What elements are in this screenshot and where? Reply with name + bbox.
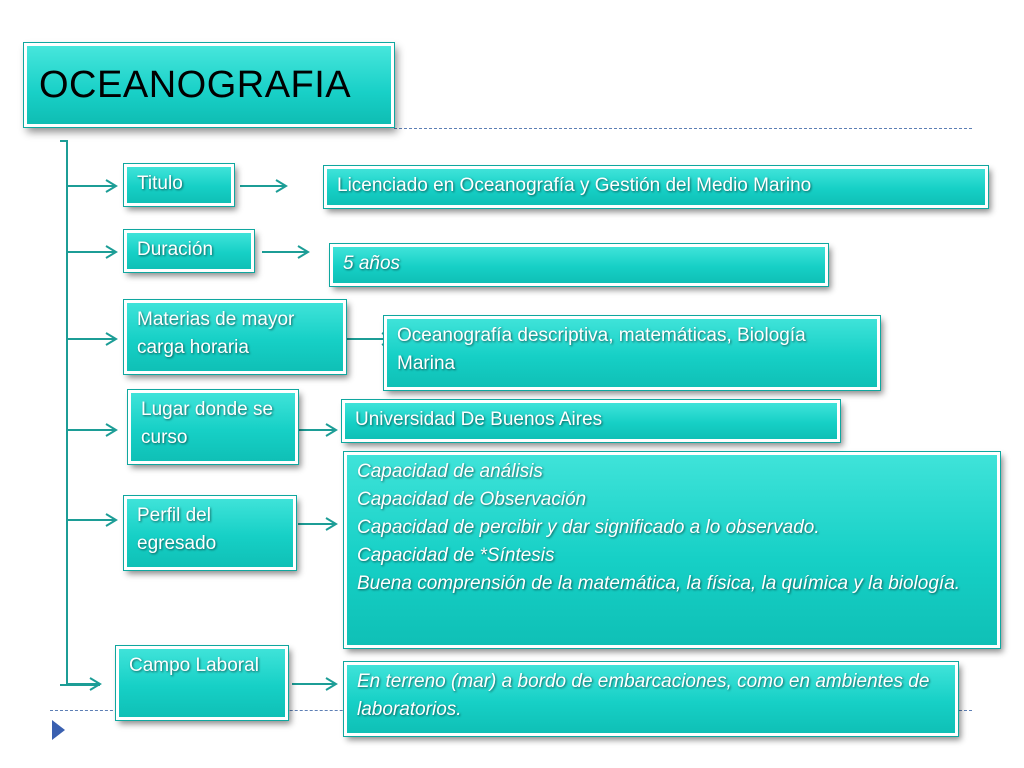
label-lugar: Lugar donde se curso — [128, 390, 298, 464]
tree-top-tick — [60, 140, 68, 142]
branch-arrow-icon — [66, 512, 122, 528]
label-titulo: Titulo — [124, 164, 234, 206]
value-materias: Oceanografía descriptiva, matemáticas, Biología Marina — [384, 316, 880, 390]
branch-arrow-icon — [66, 178, 122, 194]
connector-arrow-icon — [298, 422, 342, 438]
connector-arrow-icon — [298, 516, 342, 532]
tree-trunk-line — [66, 140, 68, 686]
connector-arrow-icon — [262, 244, 314, 260]
label-materias: Materias de mayor carga horaria — [124, 300, 346, 374]
branch-arrow-icon — [66, 422, 122, 438]
label-duracion: Duración — [124, 230, 254, 272]
play-triangle-icon — [52, 720, 65, 740]
value-campo: En terreno (mar) a bordo de embarcaciones, como en ambientes de laboratorios. — [344, 662, 958, 736]
branch-arrow-icon — [66, 244, 122, 260]
label-campo: Campo Laboral — [116, 646, 288, 720]
value-titulo: Licenciado en Oceanografía y Gestión del Medio Marino — [324, 166, 988, 208]
branch-arrow-icon — [66, 331, 122, 347]
slide-title: OCEANOGRAFIA — [24, 43, 394, 127]
connector-arrow-icon — [240, 178, 292, 194]
value-duracion: 5 años — [330, 244, 828, 286]
value-perfil: Capacidad de análisis Capacidad de Observación Capacidad de percibir y dar significado a lo observado. Capacidad de *Síntesis Buena comprensión de la matemática, la física, la química y la biología. — [344, 452, 1000, 648]
top-dashed-divider — [394, 128, 972, 129]
branch-arrow-icon — [66, 676, 106, 692]
value-lugar: Universidad De Buenos Aires — [342, 400, 840, 442]
connector-arrow-icon — [292, 676, 342, 692]
label-perfil: Perfil del egresado — [124, 496, 296, 570]
